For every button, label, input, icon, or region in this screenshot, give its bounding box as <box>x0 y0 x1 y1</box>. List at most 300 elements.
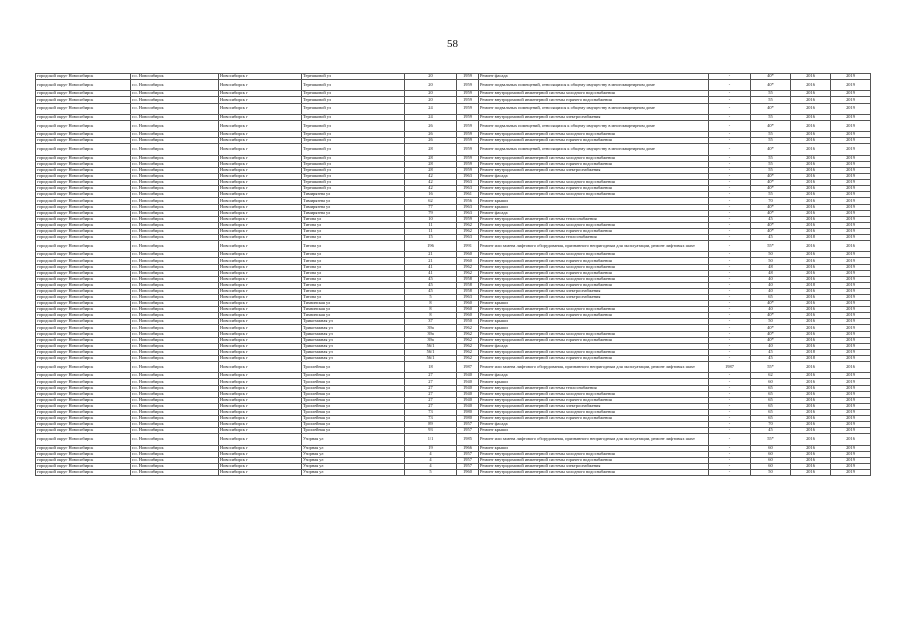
cell-street: Титова ул <box>302 264 405 270</box>
cell-end-year: 2019 <box>831 313 871 319</box>
cell-street: Трикотажная ул <box>302 343 405 349</box>
cell-build-year: 1958 <box>457 288 479 294</box>
cell-end-year: 2019 <box>831 198 871 204</box>
cell-municipality: г.о. Новосибирск <box>131 403 219 409</box>
cell-start-year: 2016 <box>791 258 831 264</box>
cell-street: Терешковой ул <box>302 132 405 138</box>
cell-municipality: г.о. Новосибирск <box>131 241 219 252</box>
cell-house: 28 <box>405 144 457 155</box>
cell-col-a: - <box>709 349 751 355</box>
cell-okrug: городской округ Новосибирск <box>36 180 131 186</box>
cell-build-year: 1940 <box>457 379 479 385</box>
cell-okrug: городской округ Новосибирск <box>36 295 131 301</box>
cell-start-year: 2016 <box>791 391 831 397</box>
cell-col-a: - <box>709 91 751 97</box>
cell-house: 5 <box>405 469 457 475</box>
cell-locality: Новосибирск г <box>219 379 302 385</box>
cell-end-year: 2019 <box>831 228 871 234</box>
cell-end-year: 2019 <box>831 288 871 294</box>
cell-start-year: 2016 <box>791 180 831 186</box>
cell-end-year: 2019 <box>831 186 871 192</box>
cell-municipality: г.о. Новосибирск <box>131 355 219 361</box>
cell-locality: Новосибирск г <box>219 144 302 155</box>
cell-col-b: 40* <box>751 228 791 234</box>
cell-build-year: 1940 <box>457 385 479 391</box>
cell-col-a: - <box>709 252 751 258</box>
cell-col-b: 40* <box>751 325 791 331</box>
cell-okrug: городской округ Новосибирск <box>36 428 131 434</box>
cell-build-year: 1959 <box>457 155 479 161</box>
cell-locality: Новосибирск г <box>219 222 302 228</box>
cell-street: Тимирязева ул <box>302 210 405 216</box>
cell-end-year: 2019 <box>831 174 871 180</box>
cell-end-year: 2019 <box>831 282 871 288</box>
cell-work-type: Ремонт крыши <box>479 445 709 451</box>
cell-municipality: г.о. Новосибирск <box>131 144 219 155</box>
cell-okrug: городской округ Новосибирск <box>36 161 131 167</box>
cell-end-year: 2019 <box>831 422 871 428</box>
cell-build-year: 1957 <box>457 463 479 469</box>
cell-end-year: 2019 <box>831 457 871 463</box>
table-row <box>36 469 871 475</box>
cell-locality: Новосибирск г <box>219 349 302 355</box>
cell-locality: Новосибирск г <box>219 385 302 391</box>
cell-col-a: - <box>709 186 751 192</box>
cell-street: Титова ул <box>302 288 405 294</box>
cell-street: Троллейная ул <box>302 362 405 373</box>
cell-street: Титова ул <box>302 241 405 252</box>
cell-house: 15 <box>405 234 457 240</box>
cell-start-year: 2016 <box>791 434 831 445</box>
cell-start-year: 2016 <box>791 138 831 144</box>
cell-work-type: Ремонт или замена лифтового оборудования, признанного непригодным для эксплуатации, ремонт лифтовых шахт <box>479 362 709 373</box>
cell-okrug: городской округ Новосибирск <box>36 325 131 331</box>
cell-work-type: Ремонт фасада <box>479 174 709 180</box>
cell-street: Терешковой ул <box>302 167 405 173</box>
cell-locality: Новосибирск г <box>219 210 302 216</box>
cell-work-type: Ремонт подвальных помещений, относящихся к общему имуществу в многоквартирном доме <box>479 144 709 155</box>
cell-start-year: 2016 <box>791 416 831 422</box>
table-body <box>36 74 871 476</box>
cell-end-year: 2019 <box>831 167 871 173</box>
cell-end-year: 2019 <box>831 97 871 103</box>
cell-start-year: 2016 <box>791 241 831 252</box>
cell-work-type: Ремонт внутридомовой инженерной системы электроснабжения <box>479 167 709 173</box>
cell-col-a: - <box>709 313 751 319</box>
cell-col-a: - <box>709 463 751 469</box>
cell-street: Терешковой ул <box>302 103 405 114</box>
cell-end-year: 2019 <box>831 403 871 409</box>
cell-locality: Новосибирск г <box>219 74 302 80</box>
cell-build-year: 1959 <box>457 161 479 167</box>
cell-end-year: 2019 <box>831 155 871 161</box>
cell-municipality: г.о. Новосибирск <box>131 216 219 222</box>
cell-start-year: 2016 <box>791 445 831 451</box>
cell-locality: Новосибирск г <box>219 132 302 138</box>
cell-col-b: 45 <box>751 355 791 361</box>
cell-col-b: 40* <box>751 210 791 216</box>
cell-street: Троллейная ул <box>302 428 405 434</box>
cell-municipality: г.о. Новосибирск <box>131 397 219 403</box>
cell-okrug: городской округ Новосибирск <box>36 258 131 264</box>
cell-locality: Новосибирск г <box>219 295 302 301</box>
cell-okrug: городской округ Новосибирск <box>36 174 131 180</box>
cell-build-year: 1985 <box>457 434 479 445</box>
cell-work-type: Ремонт фасада <box>479 74 709 80</box>
cell-build-year: 1959 <box>457 138 479 144</box>
cell-end-year: 2019 <box>831 91 871 97</box>
cell-municipality: г.о. Новосибирск <box>131 337 219 343</box>
cell-col-a: - <box>709 258 751 264</box>
cell-okrug: городской округ Новосибирск <box>36 409 131 415</box>
cell-start-year: 2016 <box>791 313 831 319</box>
cell-street: Троллейная ул <box>302 409 405 415</box>
cell-locality: Новосибирск г <box>219 252 302 258</box>
cell-start-year: 2016 <box>791 276 831 282</box>
cell-work-type: Ремонт внутридомовой инженерной системы холодного водоснабжения <box>479 331 709 337</box>
cell-street: Тихвинская ул <box>302 313 405 319</box>
cell-build-year: 1980 <box>457 416 479 422</box>
cell-col-b: 48 <box>751 270 791 276</box>
cell-col-b: 55 <box>751 132 791 138</box>
cell-locality: Новосибирск г <box>219 397 302 403</box>
cell-municipality: г.о. Новосибирск <box>131 252 219 258</box>
cell-start-year: 2016 <box>791 132 831 138</box>
cell-okrug: городской округ Новосибирск <box>36 91 131 97</box>
cell-col-b: 40* <box>751 301 791 307</box>
cell-locality: Новосибирск г <box>219 319 302 325</box>
cell-municipality: г.о. Новосибирск <box>131 301 219 307</box>
cell-municipality: г.о. Новосибирск <box>131 180 219 186</box>
cell-municipality: г.о. Новосибирск <box>131 161 219 167</box>
cell-end-year: 2019 <box>831 264 871 270</box>
cell-okrug: городской округ Новосибирск <box>36 264 131 270</box>
cell-work-type: Ремонт внутридомовой инженерной системы холодного водоснабжения <box>479 349 709 355</box>
cell-end-year: 2019 <box>831 445 871 451</box>
cell-okrug: городской округ Новосибирск <box>36 391 131 397</box>
cell-start-year: 2016 <box>791 301 831 307</box>
table-row <box>36 434 871 445</box>
cell-start-year: 2016 <box>791 288 831 294</box>
cell-end-year: 2019 <box>831 192 871 198</box>
cell-municipality: г.о. Новосибирск <box>131 428 219 434</box>
cell-build-year: 1962 <box>457 325 479 331</box>
cell-house: 62 <box>405 198 457 204</box>
cell-col-b: 70 <box>751 198 791 204</box>
cell-start-year: 2016 <box>791 295 831 301</box>
cell-col-a: - <box>709 343 751 349</box>
cell-okrug: городской округ Новосибирск <box>36 397 131 403</box>
cell-col-a: - <box>709 204 751 210</box>
cell-col-b: 40* <box>751 186 791 192</box>
cell-house: 27 <box>405 403 457 409</box>
cell-build-year: 1950 <box>457 319 479 325</box>
cell-municipality: г.о. Новосибирск <box>131 74 219 80</box>
cell-build-year: 1940 <box>457 397 479 403</box>
cell-okrug: городской округ Новосибирск <box>36 198 131 204</box>
cell-municipality: г.о. Новосибирск <box>131 186 219 192</box>
cell-col-b: 55* <box>751 434 791 445</box>
cell-locality: Новосибирск г <box>219 216 302 222</box>
cell-build-year: 1959 <box>457 91 479 97</box>
cell-municipality: г.о. Новосибирск <box>131 91 219 97</box>
cell-house: 4 <box>405 457 457 463</box>
cell-locality: Новосибирск г <box>219 234 302 240</box>
cell-col-b: 40* <box>751 180 791 186</box>
cell-house: 28 <box>405 155 457 161</box>
cell-col-a: - <box>709 307 751 313</box>
cell-end-year: 2019 <box>831 416 871 422</box>
cell-locality: Новосибирск г <box>219 198 302 204</box>
cell-col-a: - <box>709 276 751 282</box>
cell-start-year: 2016 <box>791 174 831 180</box>
cell-start-year: 2018 <box>791 234 831 240</box>
cell-municipality: г.о. Новосибирск <box>131 469 219 475</box>
cell-start-year: 2016 <box>791 373 831 379</box>
cell-start-year: 2016 <box>791 80 831 91</box>
cell-municipality: г.о. Новосибирск <box>131 234 219 240</box>
cell-street: Тимирязева ул <box>302 192 405 198</box>
cell-build-year: 1960 <box>457 313 479 319</box>
cell-col-a: - <box>709 469 751 475</box>
table-row <box>36 120 871 131</box>
cell-street: Трикотажная ул <box>302 325 405 331</box>
cell-col-b: 50 <box>751 252 791 258</box>
cell-house: 41 <box>405 264 457 270</box>
cell-col-a: - <box>709 445 751 451</box>
cell-col-b: 55 <box>751 114 791 120</box>
cell-okrug: городской округ Новосибирск <box>36 403 131 409</box>
cell-end-year: 2019 <box>831 337 871 343</box>
cell-work-type: Ремонт внутридомовой инженерной системы электроснабжения <box>479 295 709 301</box>
cell-end-year: 2016 <box>831 362 871 373</box>
cell-end-year: 2019 <box>831 74 871 80</box>
cell-work-type: Ремонт внутридомовой инженерной системы холодного водоснабжения <box>479 469 709 475</box>
cell-okrug: городской округ Новосибирск <box>36 74 131 80</box>
cell-col-a: - <box>709 241 751 252</box>
cell-col-b: 55 <box>751 192 791 198</box>
cell-house: 24 <box>405 114 457 120</box>
cell-okrug: городской округ Новосибирск <box>36 422 131 428</box>
cell-house: 39а <box>405 325 457 331</box>
cell-start-year: 2016 <box>791 228 831 234</box>
cell-work-type: Ремонт внутридомовой инженерной системы холодного водоснабжения <box>479 192 709 198</box>
cell-municipality: г.о. Новосибирск <box>131 288 219 294</box>
cell-street: Терешковой ул <box>302 144 405 155</box>
cell-house: 56/1 <box>405 349 457 355</box>
cell-col-a: - <box>709 97 751 103</box>
cell-work-type: Ремонт внутридомовой инженерной системы горячего водоснабжения <box>479 457 709 463</box>
cell-end-year: 2019 <box>831 373 871 379</box>
cell-okrug: городской округ Новосибирск <box>36 270 131 276</box>
cell-end-year: 2019 <box>831 319 871 325</box>
cell-build-year: 1963 <box>457 186 479 192</box>
cell-build-year: 1940 <box>457 373 479 379</box>
cell-street: Терешковой ул <box>302 91 405 97</box>
cell-municipality: г.о. Новосибирск <box>131 114 219 120</box>
table-row <box>36 80 871 91</box>
cell-street: Титова ул <box>302 282 405 288</box>
cell-okrug: городской округ Новосибирск <box>36 362 131 373</box>
table-row <box>36 103 871 114</box>
cell-okrug: городской округ Новосибирск <box>36 155 131 161</box>
cell-locality: Новосибирск г <box>219 331 302 337</box>
cell-municipality: г.о. Новосибирск <box>131 204 219 210</box>
cell-municipality: г.о. Новосибирск <box>131 307 219 313</box>
cell-start-year: 2016 <box>791 198 831 204</box>
cell-col-b: 40* <box>751 331 791 337</box>
cell-build-year: 1962 <box>457 270 479 276</box>
cell-col-a: - <box>709 167 751 173</box>
cell-street: Титова ул <box>302 222 405 228</box>
cell-col-a: - <box>709 403 751 409</box>
cell-build-year: 1991 <box>457 241 479 252</box>
cell-end-year: 2019 <box>831 325 871 331</box>
cell-house: 39а <box>405 337 457 343</box>
cell-start-year: 2016 <box>791 463 831 469</box>
table-row <box>36 144 871 155</box>
cell-house: 37 <box>405 319 457 325</box>
cell-col-a: - <box>709 138 751 144</box>
capital-repair-table <box>35 73 871 476</box>
cell-locality: Новосибирск г <box>219 343 302 349</box>
cell-build-year: 1962 <box>457 349 479 355</box>
cell-col-b: 55 <box>751 167 791 173</box>
cell-end-year: 2019 <box>831 307 871 313</box>
cell-build-year: 1957 <box>457 422 479 428</box>
cell-end-year: 2019 <box>831 132 871 138</box>
cell-house: 8 <box>405 301 457 307</box>
cell-municipality: г.о. Новосибирск <box>131 409 219 415</box>
cell-okrug: городской округ Новосибирск <box>36 276 131 282</box>
cell-start-year: 2016 <box>791 252 831 258</box>
cell-municipality: г.о. Новосибирск <box>131 258 219 264</box>
cell-start-year: 2016 <box>791 97 831 103</box>
cell-col-a: - <box>709 132 751 138</box>
cell-locality: Новосибирск г <box>219 451 302 457</box>
cell-start-year: 2018 <box>791 349 831 355</box>
cell-municipality: г.о. Новосибирск <box>131 120 219 131</box>
cell-start-year: 2016 <box>791 403 831 409</box>
cell-locality: Новосибирск г <box>219 80 302 91</box>
cell-start-year: 2016 <box>791 457 831 463</box>
cell-okrug: городской округ Новосибирск <box>36 301 131 307</box>
cell-build-year: 1959 <box>457 114 479 120</box>
table-row <box>36 241 871 252</box>
cell-start-year: 2016 <box>791 144 831 155</box>
cell-street: Троллейная ул <box>302 416 405 422</box>
cell-col-b: 40* <box>751 120 791 131</box>
cell-street: Трикотажная ул <box>302 319 405 325</box>
cell-work-type: Ремонт внутридомовой инженерной системы горячего водоснабжения <box>479 313 709 319</box>
cell-locality: Новосибирск г <box>219 313 302 319</box>
cell-locality: Новосибирск г <box>219 457 302 463</box>
cell-locality: Новосибирск г <box>219 204 302 210</box>
cell-work-type: Ремонт фасада <box>479 210 709 216</box>
cell-okrug: городской округ Новосибирск <box>36 288 131 294</box>
cell-start-year: 2016 <box>791 397 831 403</box>
cell-municipality: г.о. Новосибирск <box>131 385 219 391</box>
cell-col-b: 40* <box>751 204 791 210</box>
cell-work-type: Ремонт внутридомовой инженерной системы холодного водоснабжения <box>479 252 709 258</box>
cell-col-a: - <box>709 155 751 161</box>
cell-work-type: Ремонт внутридомовой инженерной системы холодного водоснабжения <box>479 409 709 415</box>
cell-street: Узорная ул <box>302 463 405 469</box>
cell-col-a: - <box>709 144 751 155</box>
cell-work-type: Ремонт внутридомовой инженерной системы холодного водоснабжения <box>479 264 709 270</box>
cell-okrug: городской округ Новосибирск <box>36 343 131 349</box>
cell-start-year: 2016 <box>791 186 831 192</box>
cell-okrug: городской округ Новосибирск <box>36 331 131 337</box>
cell-okrug: городской округ Новосибирск <box>36 138 131 144</box>
cell-end-year: 2019 <box>831 343 871 349</box>
cell-start-year: 2016 <box>791 325 831 331</box>
cell-municipality: г.о. Новосибирск <box>131 270 219 276</box>
cell-build-year: 1957 <box>457 457 479 463</box>
cell-house: 20 <box>405 91 457 97</box>
cell-work-type: Ремонт внутридомовой инженерной системы теплоснабжения <box>479 216 709 222</box>
cell-house: 18 <box>405 362 457 373</box>
cell-locality: Новосибирск г <box>219 155 302 161</box>
cell-street: Трикотажная ул <box>302 337 405 343</box>
cell-col-b: 40* <box>751 144 791 155</box>
cell-locality: Новосибирск г <box>219 120 302 131</box>
cell-street: Титова ул <box>302 234 405 240</box>
cell-start-year: 2016 <box>791 409 831 415</box>
cell-locality: Новосибирск г <box>219 270 302 276</box>
cell-col-b: 40* <box>751 80 791 91</box>
cell-col-b: 70 <box>751 422 791 428</box>
cell-work-type: Ремонт внутридомовой инженерной системы горячего водоснабжения <box>479 270 709 276</box>
cell-municipality: г.о. Новосибирск <box>131 343 219 349</box>
cell-build-year: 1987 <box>457 362 479 373</box>
cell-okrug: городской округ Новосибирск <box>36 132 131 138</box>
cell-col-a: - <box>709 457 751 463</box>
cell-build-year: 1958 <box>457 282 479 288</box>
cell-build-year: 1957 <box>457 451 479 457</box>
cell-municipality: г.о. Новосибирск <box>131 155 219 161</box>
cell-end-year: 2019 <box>831 161 871 167</box>
cell-house: 20 <box>405 74 457 80</box>
cell-work-type: Ремонт или замена лифтового оборудования, признанного непригодным для эксплуатации, ремонт лифтовых шахт <box>479 241 709 252</box>
cell-col-b: 65 <box>751 385 791 391</box>
cell-build-year: 1959 <box>457 216 479 222</box>
cell-municipality: г.о. Новосибирск <box>131 222 219 228</box>
cell-house: 45 <box>405 276 457 282</box>
cell-okrug: городской округ Новосибирск <box>36 463 131 469</box>
cell-street: Терешковой ул <box>302 114 405 120</box>
cell-col-b: 40* <box>751 313 791 319</box>
cell-end-year: 2019 <box>831 138 871 144</box>
cell-end-year: 2019 <box>831 349 871 355</box>
cell-col-b: 65 <box>751 397 791 403</box>
cell-work-type: Ремонт внутридомовой инженерной системы холодного водоснабжения <box>479 180 709 186</box>
cell-okrug: городской округ Новосибирск <box>36 97 131 103</box>
cell-house: 45 <box>405 288 457 294</box>
cell-start-year: 2018 <box>791 282 831 288</box>
cell-col-b: 65 <box>751 409 791 415</box>
cell-work-type: Ремонт внутридомовой инженерной системы холодного водоснабжения <box>479 155 709 161</box>
cell-col-a: - <box>709 228 751 234</box>
cell-street: Тимирязева ул <box>302 204 405 210</box>
cell-end-year: 2019 <box>831 276 871 282</box>
cell-end-year: 2019 <box>831 469 871 475</box>
cell-house: 27 <box>405 391 457 397</box>
cell-street: Терешковой ул <box>302 138 405 144</box>
cell-locality: Новосибирск г <box>219 307 302 313</box>
cell-col-a: - <box>709 385 751 391</box>
cell-build-year: 1963 <box>457 295 479 301</box>
